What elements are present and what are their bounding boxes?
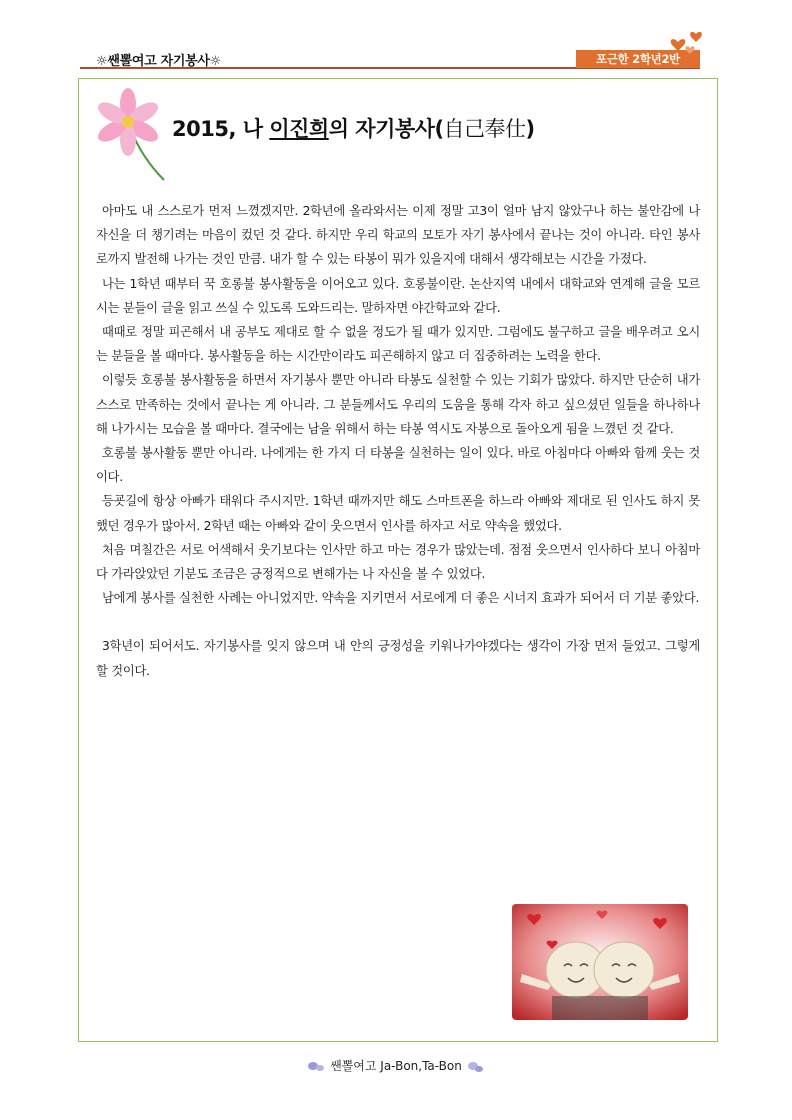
butterfly-icon: [308, 1060, 326, 1074]
smiling-couple-illustration: [512, 904, 688, 1020]
cosmos-flower-icon: [94, 88, 174, 184]
class-badge: 포근한 2학년2반: [576, 50, 700, 68]
title-suffix: ): [525, 117, 535, 141]
butterfly-icon: [466, 1060, 484, 1074]
hearts-icon: [668, 28, 708, 56]
paragraph: 호롱불 봉사활동 뿐만 아니라. 나에게는 한 가지 더 타봉을 실천하는 일이 있다. 바로 아침마다 아빠와 함께 웃는 것이다.: [96, 446, 700, 485]
title-name: 이진희: [269, 117, 329, 141]
title-prefix: 2015, 나: [172, 117, 270, 141]
title-middle: 의 자기봉사(: [328, 117, 444, 141]
title-hanja: 自己奉仕: [443, 117, 526, 141]
header-title: ☼쌘뽈여고 자기봉사☼: [96, 54, 221, 69]
closing-paragraph: 3학년이 되어서도. 자기봉사를 잊지 않으며 내 안의 긍정성을 키워나가야겠다는 생각이 가장 먼저 들었고. 그렇게 할 것이다.: [96, 639, 700, 678]
paragraph-gap: [96, 610, 700, 634]
footer: [0, 1057, 792, 1074]
page-title: [172, 113, 652, 143]
essay-body: [96, 199, 700, 683]
paragraph: 아마도 내 스스로가 먼저 느꼈겠지만. 2학년에 올라와서는 이제 정말 고3이 얼마 남지 않았구나 하는 불안감에 나 자신을 더 챙기려는 마음이 컸던 것 같다. 하지만 우리 학교의 모토가 자기 봉사에서 끝나는 것이 아니라. 타인 봉사로까지 발전해 나가는 것인 만큼. 내가 할 수 있는 타봉이 뭐가 있을지에 대해서 생각해보는 시간을 가졌다.: [96, 204, 700, 267]
paragraph: 등굣길에 항상 아빠가 태워다 주시지만. 1학년 때까지만 해도 스마트폰을 하느라 아빠와 제대로 된 인사도 하지 못했던 경우가 많아서. 2학년 때는 아빠와 같이 웃으면서 인사를 하자고 서로 약속을 했었다.: [96, 494, 700, 533]
footer-text: 쌘뽈여고 Ja-Bon,Ta-Bon: [330, 1059, 462, 1073]
paragraph: 이렇듯 호롱불 봉사활동을 하면서 자기봉사 뿐만 아니라 타봉도 실천할 수 있는 기회가 많았다. 하지만 단순히 내가 스스로 만족하는 것에서 끝나는 게 아니라. 그 분들께서도 우리의 도움을 통해 각자 하고 싶으셨던 일들을 하나하나 해 나가시는 모습을 볼 때마다. 결국에는 남을 위해서 하는 타봉 역시도 자봉으로 돌아오게 됨을 느꼈던 것 같다.: [96, 373, 700, 436]
paragraph: 때때로 정말 피곤해서 내 공부도 제대로 할 수 없을 정도가 될 때가 있지만. 그럼에도 불구하고 글을 배우려고 오시는 분들을 볼 때마다. 봉사활동을 하는 시간만이라도 피곤해하지 않고 더 집중하려는 노력을 한다.: [96, 325, 700, 364]
paragraph: 나는 1학년 때부터 꾹 호롱불 봉사활동을 이어오고 있다. 호롱불이란. 논산지역 내에서 대학교와 연계해 글을 모르시는 분들이 글을 읽고 쓰실 수 있도록 도와드리는. 말하자면 야간학교와 같다.: [96, 276, 700, 315]
paragraph: 남에게 봉사를 실천한 사례는 아니었지만. 약속을 지키면서 서로에게 더 좋은 시너지 효과가 되어서 더 기분 좋았다.: [102, 591, 700, 606]
paragraph: 처음 며칠간은 서로 어색해서 웃기보다는 인사만 하고 마는 경우가 많았는데. 점점 웃으면서 인사하다 보니 아침마다 가라앉았던 기분도 조금은 긍정적으로 변해가는 나 자신을 볼 수 있었다.: [96, 542, 700, 582]
